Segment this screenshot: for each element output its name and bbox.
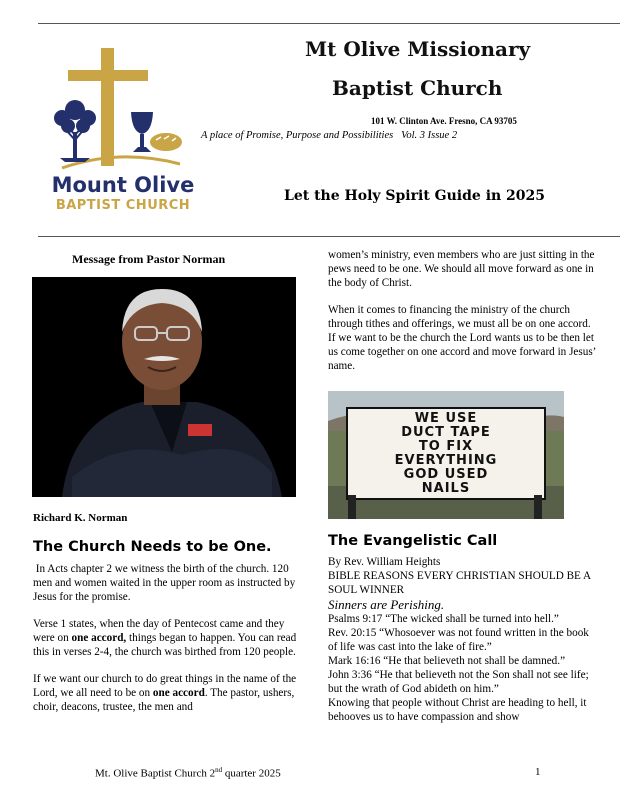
sign-line-3: TO FIX	[418, 439, 474, 454]
left-paragraph-2: Verse 1 states, when the day of Pentecost came and they were on one accord, things began to happen. You can read this in verses 2-4, the church was birthed from 120 people.	[33, 618, 297, 658]
church-sign-board	[346, 407, 546, 500]
sign-line-6: NAILS	[421, 481, 471, 496]
right-paragraph-1: women’s ministry, even members who are just sitting in the pews need to be one. We should all move forward as one in the body of Christ.	[328, 249, 595, 289]
logo-subname: BAPTIST CHURCH	[55, 198, 191, 213]
church-needs-title: The Church Needs to be One.	[33, 539, 272, 555]
pastor-portrait-icon	[32, 277, 296, 497]
sign-line-4: EVERYTHING	[394, 453, 498, 468]
logo-name: Mount Olive	[51, 173, 195, 197]
evangelistic-closing: Knowing that people without Christ are heading to hell, it behooves us to have compassion and show	[328, 697, 587, 723]
left-paragraph-3: If we want our church to do great things in the name of the Lord, we all need to be on one accord. The pastor, ushers, choir, deacons, trustee, the men and	[33, 673, 297, 713]
church-title-line2: Baptist Church	[332, 76, 503, 100]
verse-mark: Mark 16:16 “He that believeth not shall be damned.”	[328, 655, 566, 667]
sign-line-5: GOD USED	[403, 467, 489, 482]
left-article-body	[33, 562, 301, 727]
right-paragraph-2: When it comes to financing the ministry of the church through tithes and offerings, we must all be on one accord. If we want to be the church the Lord wants us to be then let us come together on one accord and move forward in Jesus’ name.	[328, 304, 596, 372]
church-title-line1: Mt Olive Missionary	[305, 37, 531, 61]
pastor-photo	[32, 277, 296, 497]
jacket-logo	[188, 424, 212, 436]
tagline-text: A place of Promise, Purpose and Possibilities	[201, 130, 394, 141]
evangelistic-byline: By Rev. William Heights	[328, 556, 441, 568]
evangelistic-call-title: The Evangelistic Call	[328, 533, 498, 549]
sinners-perishing-subhead: Sinners are Perishing.	[328, 597, 445, 612]
left-paragraph-1: In Acts chapter 2 we witness the birth of the church. 120 men and women waited in the upper room as instructed by Jesus for the promise.	[33, 563, 296, 603]
sign-line-2: DUCT TAPE	[401, 425, 491, 440]
sign-post-left	[348, 495, 356, 519]
page-number: 1	[535, 766, 541, 778]
pastor-name-caption: Richard K. Norman	[33, 512, 128, 524]
right-article-body	[328, 248, 598, 386]
theme-heading: Let the Holy Spirit Guide in 2025	[284, 188, 546, 204]
evangelistic-body	[328, 555, 600, 724]
verse-psalms: Psalms 9:17 “The wicked shall be turned into hell.”	[328, 613, 559, 625]
verse-john: John 3:36 “He that believeth not the Son shall not see life; but the wrath of God abideth on him.”	[328, 669, 589, 695]
sign-post-right	[534, 495, 542, 519]
church-address: 101 W. Clinton Ave. Fresno, CA 93705	[371, 116, 517, 126]
sign-line-1: WE USE	[414, 411, 478, 426]
top-rule	[38, 23, 620, 24]
pastor-message-heading: Message from Pastor Norman	[72, 252, 226, 266]
church-sign-photo	[328, 391, 564, 519]
footer-left: Mt. Olive Baptist Church 2nd quarter 2025	[95, 766, 281, 780]
volume-issue: Vol. 3 Issue 2	[401, 130, 458, 141]
church-logo	[40, 40, 200, 215]
evangelistic-subtitle: BIBLE REASONS EVERY CHRISTIAN SHOULD BE A SOUL WINNER	[328, 570, 591, 596]
verse-revelation: Rev. 20:15 “Whosoever was not found written in the book of life was cast into the lake of fire.”	[328, 627, 589, 653]
header-rule	[38, 236, 620, 237]
church-tagline	[201, 130, 457, 141]
